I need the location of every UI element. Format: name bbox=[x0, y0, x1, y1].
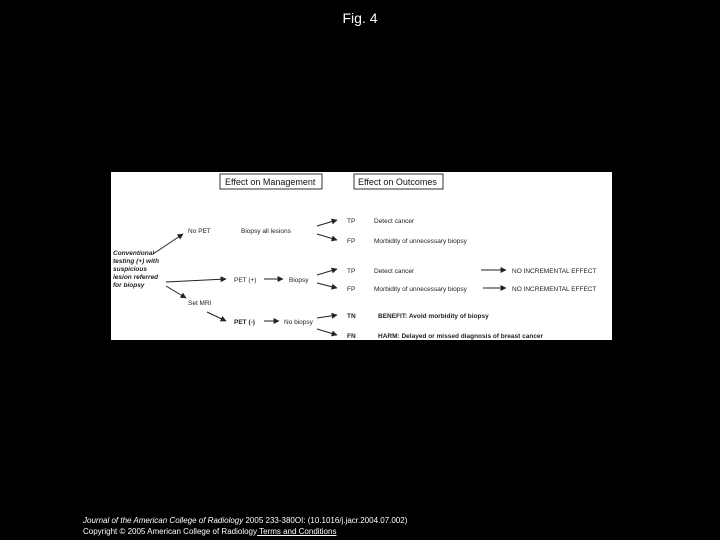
copyright-text: Copyright © 2005 American College of Radiology bbox=[83, 527, 257, 536]
start-node-label bbox=[113, 250, 161, 289]
arrow-pet-pos-tp bbox=[317, 269, 337, 275]
morbidity-2: Morbidity of unnecessary biopsy bbox=[374, 286, 467, 293]
terms-link[interactable]: Terms and Conditions bbox=[257, 527, 337, 536]
harm-label: HARM: Delayed or missed diagnosis of breast cancer bbox=[378, 333, 544, 340]
citation-line bbox=[83, 516, 407, 525]
figure-title: Fig. 4 bbox=[342, 10, 378, 26]
no-pet-label: No PET bbox=[188, 228, 211, 235]
arrow-pet-pos-fp bbox=[317, 283, 337, 288]
start-line-4: lesion referred bbox=[113, 274, 159, 281]
arrow-no-pet-tp bbox=[317, 220, 337, 226]
tn-label: TN bbox=[347, 313, 356, 320]
pet-pos-label: PET (+) bbox=[234, 277, 257, 284]
journal-name: Journal of the American College of Radiology bbox=[83, 516, 244, 525]
fp-label-2: FP bbox=[347, 286, 356, 293]
decision-tree-diagram bbox=[111, 172, 612, 340]
no-biopsy-label: No biopsy bbox=[284, 319, 313, 326]
arrow-pet-neg-tn bbox=[317, 315, 337, 318]
fp-label-1: FP bbox=[347, 238, 356, 245]
detect-cancer-2: Detect cancer bbox=[374, 268, 415, 275]
decision-tree-figure bbox=[111, 172, 612, 340]
arrow-no-pet-fp bbox=[317, 234, 337, 240]
set-mri-label: Set MRI bbox=[188, 300, 212, 307]
start-line-3: suspicious bbox=[113, 266, 147, 273]
arrow-to-pet-pos bbox=[166, 279, 226, 282]
start-line-5: for biopsy bbox=[113, 282, 145, 289]
start-line-2: testing (+) with bbox=[113, 258, 160, 265]
arrow-to-set-mri bbox=[166, 286, 186, 298]
tp-label-1: TP bbox=[347, 218, 356, 225]
header-outcomes: Effect on Outcomes bbox=[358, 177, 437, 187]
arrow-to-pet-neg bbox=[207, 312, 226, 321]
tp-label-2: TP bbox=[347, 268, 356, 275]
header-management: Effect on Management bbox=[225, 177, 316, 187]
citation-text: 2005 233-380OI: (10.1016/j.jacr.2004.07.002) bbox=[243, 516, 408, 525]
benefit-label: BENEFIT: Avoid morbidity of biopsy bbox=[378, 313, 489, 320]
arrow-to-no-pet bbox=[153, 234, 183, 254]
fn-label: FN bbox=[347, 333, 356, 340]
no-incremental-2: NO INCREMENTAL EFFECT bbox=[512, 286, 597, 293]
no-incremental-1: NO INCREMENTAL EFFECT bbox=[512, 268, 597, 275]
copyright-line bbox=[83, 527, 336, 536]
biopsy-all-label: Biopsy all lesions bbox=[241, 228, 291, 235]
detect-cancer-1: Detect cancer bbox=[374, 218, 415, 225]
biopsy-label: Biopsy bbox=[289, 277, 309, 284]
start-line-1: Conventional bbox=[113, 250, 155, 257]
arrow-pet-neg-fn bbox=[317, 329, 337, 335]
morbidity-1: Morbidity of unnecessary biopsy bbox=[374, 238, 467, 245]
pet-neg-label: PET (-) bbox=[234, 319, 255, 326]
